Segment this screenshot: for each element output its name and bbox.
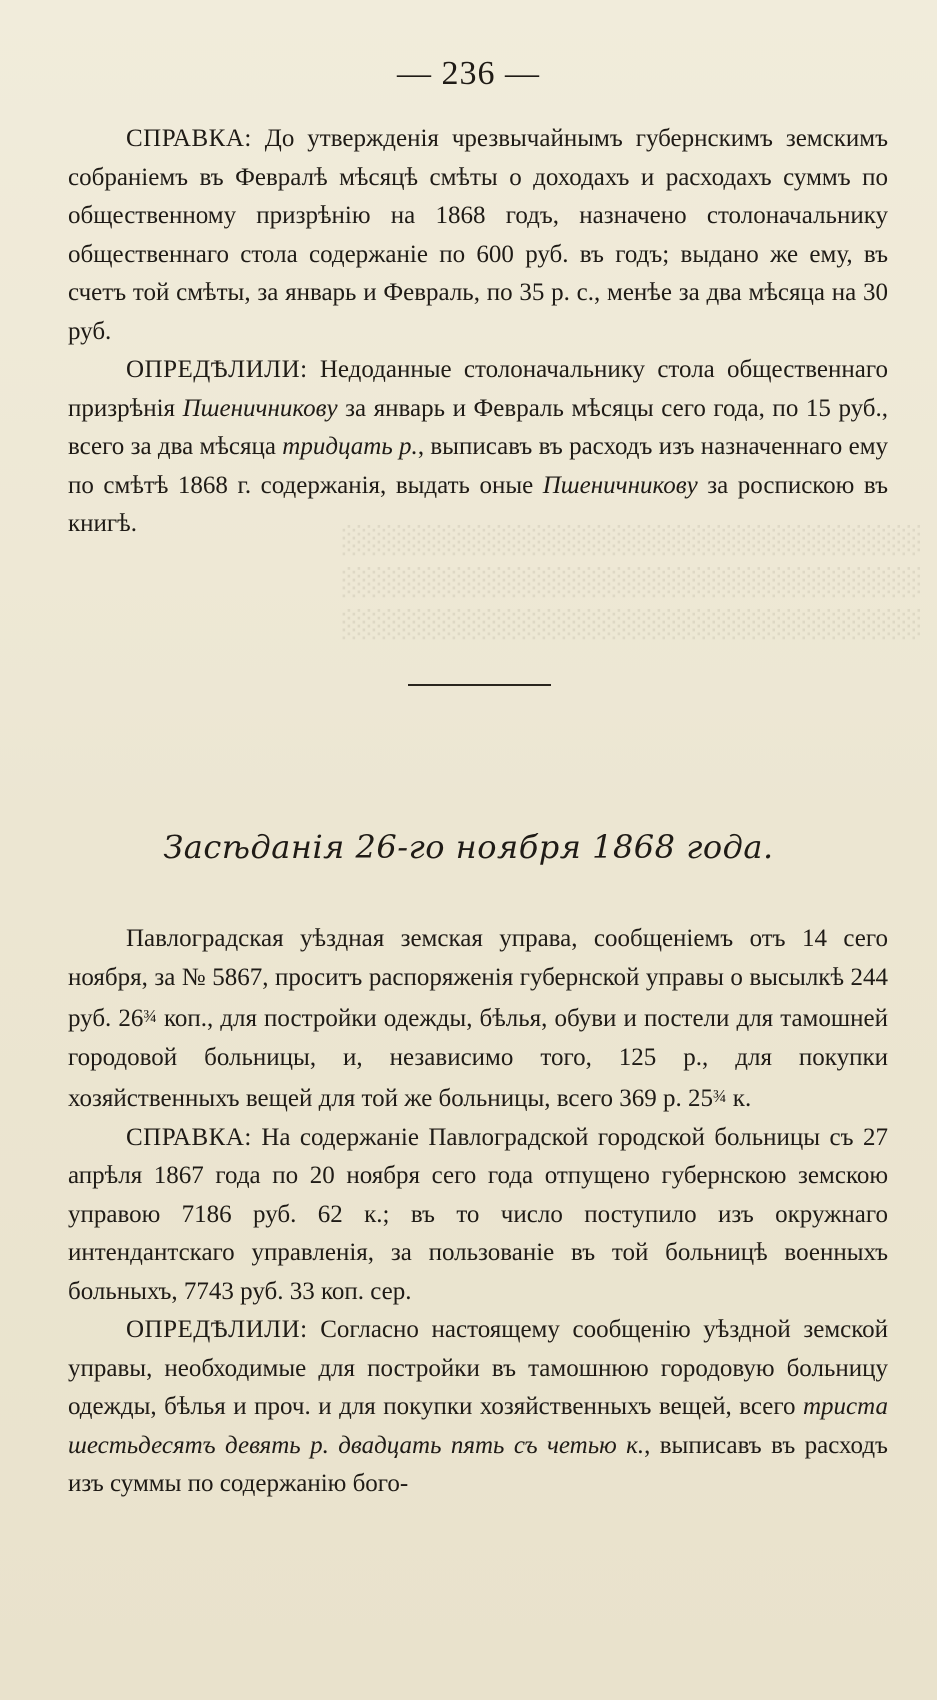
resolution-paragraph-2	[68, 1311, 888, 1504]
spravka-text: На содержаніе Павлоградской городской больницы съ 27 апрѣля 1867 года по 20 ноября сего года отпущено губернскою земскою управою 7186 руб. 62 к.; въ то число поступило изъ окружнаго интендантскаго управленія, за пользованіе въ той больницѣ военныхъ больныхъ, 7743 руб. 33 коп. сер.	[68, 1123, 888, 1305]
page-number: — 236 —	[397, 55, 540, 92]
spravka-label: СПРАВКА:	[126, 125, 252, 152]
fraction: ¾	[713, 1086, 727, 1106]
bleed-through-text: ░░░░░░░░░░░░░░░░░░░░░░░░░░░░░ ░░░░░░░░░░░░░░░░░░░░░░░░░░░░░ ░░░░░░░░░░░░░░░░░░░░░░░░░░░░░	[340, 526, 920, 640]
spravka-label: СПРАВКА:	[126, 1123, 252, 1151]
spravka-paragraph-1	[68, 120, 888, 351]
person-name: Пшеничникову	[182, 394, 338, 422]
resolution-text: Согласно настоящему сообщенію уѣздной земской управы, необходимые для постройки въ тамошнюю городовую больницу одежды, бѣлья и проч. и для покупки хозяйственныхъ вещей, всего	[68, 1316, 888, 1420]
resolution-label: ОПРЕДѢЛИЛИ:	[126, 356, 308, 383]
request-paragraph	[68, 920, 888, 1119]
amount-words: триста шестьдесятъ девять р. двадцать пять съ четью к.	[68, 1393, 888, 1459]
request-text: коп., для постройки одежды, бѣлья, обуви и постели для тамошней городовой больницы, и, независимо того, 125 р., для покупки хозяйственныхъ вещей для той же больницы, всего 369 р. 25	[68, 1005, 888, 1112]
amount-words: тридцать р.	[282, 433, 418, 460]
section-2	[68, 920, 888, 1504]
resolution-text: за январь и Февраль мѣсяцы сего года, по 15 руб., всего за два мѣсяца	[68, 394, 889, 460]
request-text: Павлоградская уѣздная земская управа, сообщеніемъ отъ 14 сего ноября, за № 5867, проситъ распоряженія губернской управы о высылкѣ 244 руб. 26	[68, 925, 888, 1032]
section-divider	[408, 684, 551, 686]
spravka-text: До утвержденія чрезвычайнымъ губернскимъ земскимъ собраніемъ въ Февралѣ мѣсяцѣ смѣты о доходахъ и расходахъ суммъ по общественному призрѣнію на 1868 годъ, назначено столоначальнику общественнаго стола содержаніе по 600 руб. въ годъ; выдано же ему, въ счетъ той смѣты, за январь и Февраль, по 35 р. с., менѣе за два мѣсяца на 30 руб.	[68, 125, 888, 345]
section-1	[68, 120, 888, 544]
request-text: к.	[732, 1085, 752, 1112]
resolution-label: ОПРЕДѢЛИЛИ:	[126, 1316, 308, 1343]
resolution-text: за роспискою въ книгѣ.	[68, 471, 888, 537]
fraction: ¾	[143, 1006, 157, 1026]
session-heading: Засѣданія 26-го ноября 1868 года.	[163, 828, 774, 866]
resolution-text: , выписавъ въ расходъ изъ суммы по содержанію бого-	[68, 1431, 888, 1497]
spravka-paragraph-2	[68, 1119, 888, 1312]
person-name: Пшеничникову	[542, 471, 698, 499]
resolution-text: , выписавъ въ расходъ изъ назначеннаго ему по смѣтѣ 1868 г. содержанія, выдать оные	[68, 433, 889, 499]
resolution-paragraph-1	[68, 351, 888, 544]
resolution-text: Недоданные столоначальнику стола общественнаго призрѣнія	[68, 356, 888, 422]
